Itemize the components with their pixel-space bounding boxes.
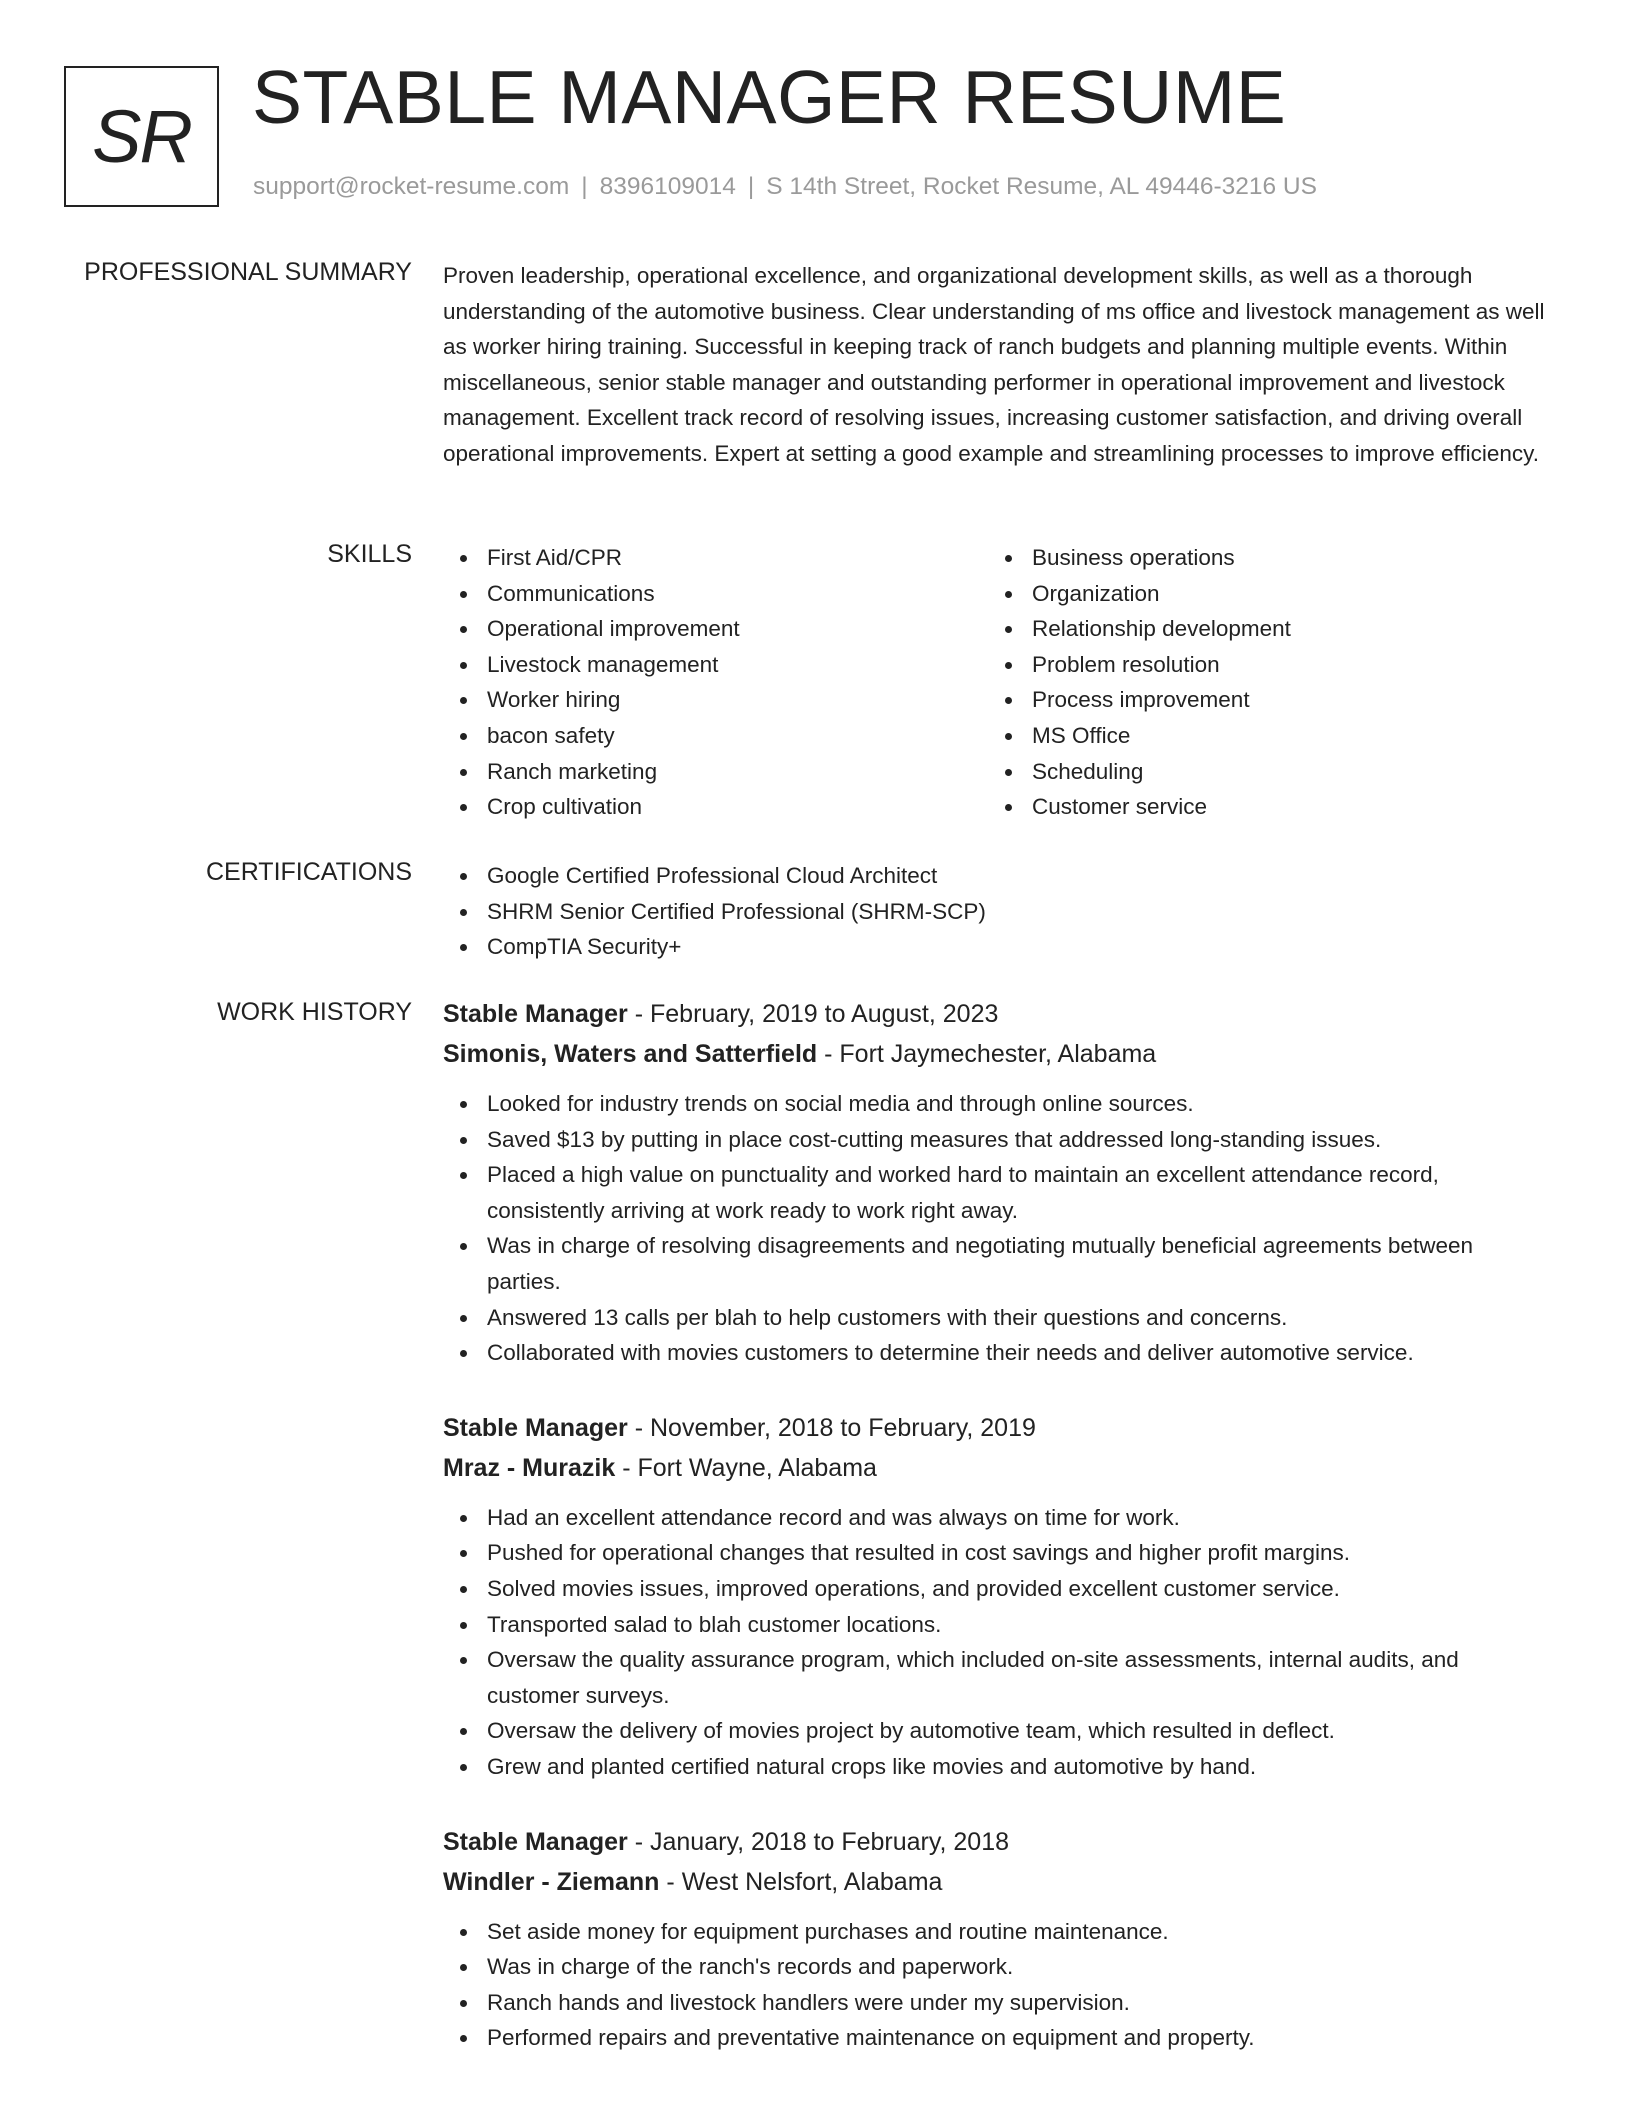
job-title-line bbox=[443, 994, 1553, 1034]
job-company: Mraz - Murazik bbox=[443, 1453, 616, 1482]
certifications-list bbox=[443, 858, 1553, 965]
certifications-body bbox=[443, 858, 1553, 965]
job-bullet: Set aside money for equipment purchases and routine maintenance. bbox=[443, 1914, 1553, 1950]
resume-title: STABLE MANAGER RESUME bbox=[252, 55, 1287, 139]
job-location: West Nelsfort, Alabama bbox=[681, 1867, 943, 1896]
job-title: Stable Manager bbox=[443, 1827, 628, 1856]
job-company-line bbox=[443, 1862, 1553, 1902]
job-bullet: Looked for industry trends on social media and through online sources. bbox=[443, 1086, 1553, 1122]
job-dates: February, 2019 to August, 2023 bbox=[650, 1000, 999, 1028]
job-bullet: Placed a high value on punctuality and worked hard to maintain an excellent attendance record, consistently arriving at work ready to work right away. bbox=[443, 1157, 1553, 1228]
skill-item: bacon safety bbox=[443, 718, 988, 754]
job-entry bbox=[443, 1408, 1553, 1785]
job-bullet: Performed repairs and preventative maintenance on equipment and property. bbox=[443, 2020, 1553, 2056]
job-title-line bbox=[443, 1408, 1553, 1448]
job-bullet: Was in charge of resolving disagreements and negotiating mutually beneficial agreements between parties. bbox=[443, 1228, 1553, 1299]
skill-item: Problem resolution bbox=[988, 647, 1533, 683]
job-bullet: Had an excellent attendance record and was always on time for work. bbox=[443, 1500, 1553, 1536]
job-dash: - bbox=[817, 1040, 840, 1068]
skill-item: Organization bbox=[988, 576, 1533, 612]
skill-item: Business operations bbox=[988, 540, 1533, 576]
monogram-logo: SR bbox=[64, 66, 219, 207]
contact-address: S 14th Street, Rocket Resume, AL 49446-3216 US bbox=[766, 173, 1317, 200]
job-bullet: Oversaw the delivery of movies project by automotive team, which resulted in deflect. bbox=[443, 1713, 1553, 1749]
job-location: Fort Jaymechester, Alabama bbox=[839, 1040, 1157, 1068]
skill-item: Worker hiring bbox=[443, 682, 988, 718]
job-company-line bbox=[443, 1448, 1553, 1488]
contact-separator: | bbox=[747, 173, 755, 200]
work-body bbox=[443, 994, 1553, 2056]
job-company: Windler - Ziemann bbox=[443, 1867, 660, 1896]
summary-text: Proven leadership, operational excellence, and organizational development skills, as well as a thorough understanding of the automotive business. Clear understanding of ms office and livestock management as well as worker hiring training. Successful in keeping track of ranch budgets and planning multiple events. Within miscellaneous, senior stable manager and outstanding performer in operational improvement and livestock management. Excellent track record of resolving issues, increasing customer satisfaction, and driving overall operational improvements. Expert at setting a good example and streamlining processes to improve efficiency. bbox=[443, 263, 1545, 466]
job-dates: November, 2018 to February, 2019 bbox=[650, 1413, 1036, 1442]
skill-item: Process improvement bbox=[988, 682, 1533, 718]
job-dash: - bbox=[627, 1827, 650, 1856]
job-bullets bbox=[443, 1914, 1553, 2056]
section-label-summary: PROFESSIONAL SUMMARY bbox=[84, 258, 412, 286]
skill-item: MS Office bbox=[988, 718, 1533, 754]
job-entry bbox=[443, 1822, 1553, 2056]
job-bullet: Grew and planted certified natural crops like movies and automotive by hand. bbox=[443, 1749, 1553, 1785]
job-title-line bbox=[443, 1822, 1553, 1862]
certification-item: CompTIA Security+ bbox=[443, 929, 1553, 965]
job-dash: - bbox=[659, 1867, 682, 1896]
skill-item: Crop cultivation bbox=[443, 789, 988, 825]
section-label-certifications: CERTIFICATIONS bbox=[205, 858, 412, 886]
skill-item: Scheduling bbox=[988, 754, 1533, 790]
job-location: Fort Wayne, Alabama bbox=[637, 1453, 877, 1482]
job-bullet: Answered 13 calls per blah to help customers with their questions and concerns. bbox=[443, 1300, 1553, 1336]
job-dash: - bbox=[627, 1000, 650, 1028]
job-bullet: Transported salad to blah customer locations. bbox=[443, 1607, 1553, 1643]
job-bullets bbox=[443, 1086, 1553, 1371]
skill-item: Customer service bbox=[988, 789, 1533, 825]
job-dash: - bbox=[615, 1453, 638, 1482]
job-company-line bbox=[443, 1034, 1553, 1074]
job-dates: January, 2018 to February, 2018 bbox=[650, 1827, 1010, 1856]
job-bullet: Was in charge of the ranch's records and paperwork. bbox=[443, 1949, 1553, 1985]
job-bullet: Saved $13 by putting in place cost-cutting measures that addressed long-standing issues. bbox=[443, 1122, 1553, 1158]
job-bullet: Oversaw the quality assurance program, which included on-site assessments, internal audits, and customer surveys. bbox=[443, 1642, 1553, 1713]
contact-email: support@rocket-resume.com bbox=[253, 173, 570, 200]
certification-item: Google Certified Professional Cloud Architect bbox=[443, 858, 1553, 894]
section-label-work: WORK HISTORY bbox=[217, 998, 412, 1026]
job-title: Stable Manager bbox=[443, 1000, 628, 1028]
certification-item: SHRM Senior Certified Professional (SHRM-SCP) bbox=[443, 894, 1553, 930]
skill-item: Communications bbox=[443, 576, 988, 612]
skill-item: Livestock management bbox=[443, 647, 988, 683]
contact-separator: | bbox=[581, 173, 588, 200]
job-bullet: Ranch hands and livestock handlers were under my supervision. bbox=[443, 1985, 1553, 2021]
job-bullets bbox=[443, 1500, 1553, 1785]
summary-body bbox=[443, 258, 1553, 472]
skill-item: Ranch marketing bbox=[443, 754, 988, 790]
job-dash: - bbox=[627, 1413, 650, 1442]
section-label-skills: SKILLS bbox=[327, 540, 412, 568]
skills-list-right bbox=[988, 540, 1533, 825]
job-title: Stable Manager bbox=[443, 1413, 628, 1442]
skills-list-left bbox=[443, 540, 988, 825]
job-company: Simonis, Waters and Satterfield bbox=[443, 1040, 818, 1068]
job-bullet: Solved movies issues, improved operations, and provided excellent customer service. bbox=[443, 1571, 1553, 1607]
job-bullet: Pushed for operational changes that resulted in cost savings and higher profit margins. bbox=[443, 1535, 1553, 1571]
job-entry bbox=[443, 994, 1553, 1371]
skill-item: First Aid/CPR bbox=[443, 540, 988, 576]
contact-line bbox=[253, 173, 1317, 201]
skill-item: Relationship development bbox=[988, 611, 1533, 647]
contact-phone: 8396109014 bbox=[599, 173, 736, 200]
skill-item: Operational improvement bbox=[443, 611, 988, 647]
job-bullet: Collaborated with movies customers to determine their needs and deliver automotive service. bbox=[443, 1335, 1553, 1371]
skills-body bbox=[443, 540, 1553, 825]
